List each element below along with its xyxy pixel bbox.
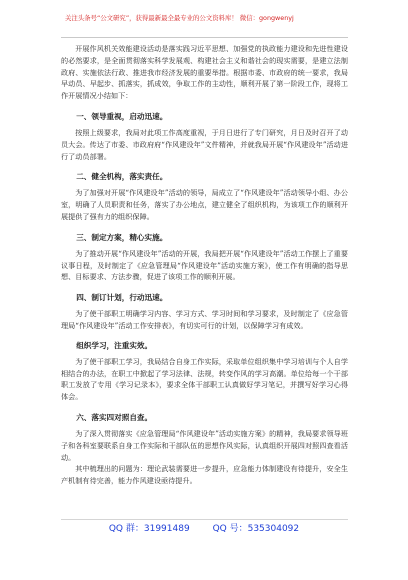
section-paragraph: 按照上级要求，我局对此项工作高度重视，于月日进行了专门研究，月日及时召开了动员大会。传达了市委、市政府府“作风建设年”文件精神，并就我局开展“作风建设年”活动进行了动员部署。 <box>61 127 348 161</box>
promo-banner-text: 关注头条号“公文研究”，获得最新最全最专业的公文资料库！ 微信：gongwenyj <box>65 14 294 22</box>
section-heading: 三、制定方案，精心实施。 <box>76 232 168 242</box>
section-paragraph: 为了推动开展“作风建设年”活动的开展，我局把开展“作风建设年”活动工作摆上了重要议事日程，及时制定了《应急管理局“作风建设年”活动实施方案》，使工作有明确的指导思想、目标要求、方法步骤，促进了该项工作的顺利开展。 <box>61 248 348 282</box>
section-paragraph: 为了深入贯彻落实《应急管理局“作风建设年”活动实施方案》的精神，我局要求领导班子和各科室要联系自身工作实际和干部队伍的思想作风实际，认真组织开展四对照四查看活动。 <box>61 428 348 462</box>
section-paragraph: 为了使干部职工学习，我局结合自身工作实际，采取单位组织集中学习培训与个人自学相结合的办法，在职工中掀起了学习法律、法规，转变作风的学习高潮。单位给每一个干部职工发放了专用《学习记录本》，要求全体干部职工认真做好学习笔记，并撰写好学习心得体会。 <box>61 356 348 402</box>
document-body <box>61 43 348 487</box>
section-heading: 二、健全机构，落实责任。 <box>76 172 168 182</box>
section-heading: 组织学习，注重实效。 <box>76 340 153 350</box>
header-divider <box>61 37 348 38</box>
qq-group-link[interactable]: QQ 群：31991489 <box>108 524 190 534</box>
section-paragraph: 为了使干部职工明确学习内容、学习方式、学习时间和学习要求，及时制定了《应急管理局“作风建设年”活动工作安排表》，有切实可行的计划，以保障学习有成效。 <box>61 309 348 330</box>
section-paragraph: 为了加强对开展“作风建设年”活动的领导，局成立了“作风建设年”活动领导小组、办公室，明确了人员职责和任务，落实了办公地点，建立健全了组织机构，为该项工作的顺利开展提供了强有力的组织保障。 <box>61 188 348 221</box>
footer-divider <box>61 519 348 520</box>
section-heading: 六、落实四对照自查。 <box>76 412 153 422</box>
section-heading: 四、制订计划，行动迅速。 <box>76 293 168 303</box>
intro-paragraph: 开展作风机关效能建设活动是落实践习近平思想、加强党的执政能力建设和先进性建设的必然要求，是全面贯彻落实科学发展观、构建社会主义和谐社会的现实需要，是建立法制政府、实施依法行政、推进我市经济发展的重要举措。根据市委、市政府的统一要求，我局早动员、早起步、抓落实，抓成效，争取工作的主动性，顺利开展了第一阶段工作，现将工作开展情况小结如下： <box>61 44 348 101</box>
section-paragraph: 其中梳理出的问题为：理论武装需要进一步提升，应急能力体制建设有待提升，安全生产机制有待完善，能力作风建设亟待提升。 <box>61 464 348 486</box>
contact-footer <box>0 523 408 535</box>
section-heading: 一、领导重视，启动迅速。 <box>76 111 168 121</box>
qq-number-link[interactable]: QQ 号：535304092 <box>212 524 300 534</box>
promo-banner <box>65 14 347 23</box>
